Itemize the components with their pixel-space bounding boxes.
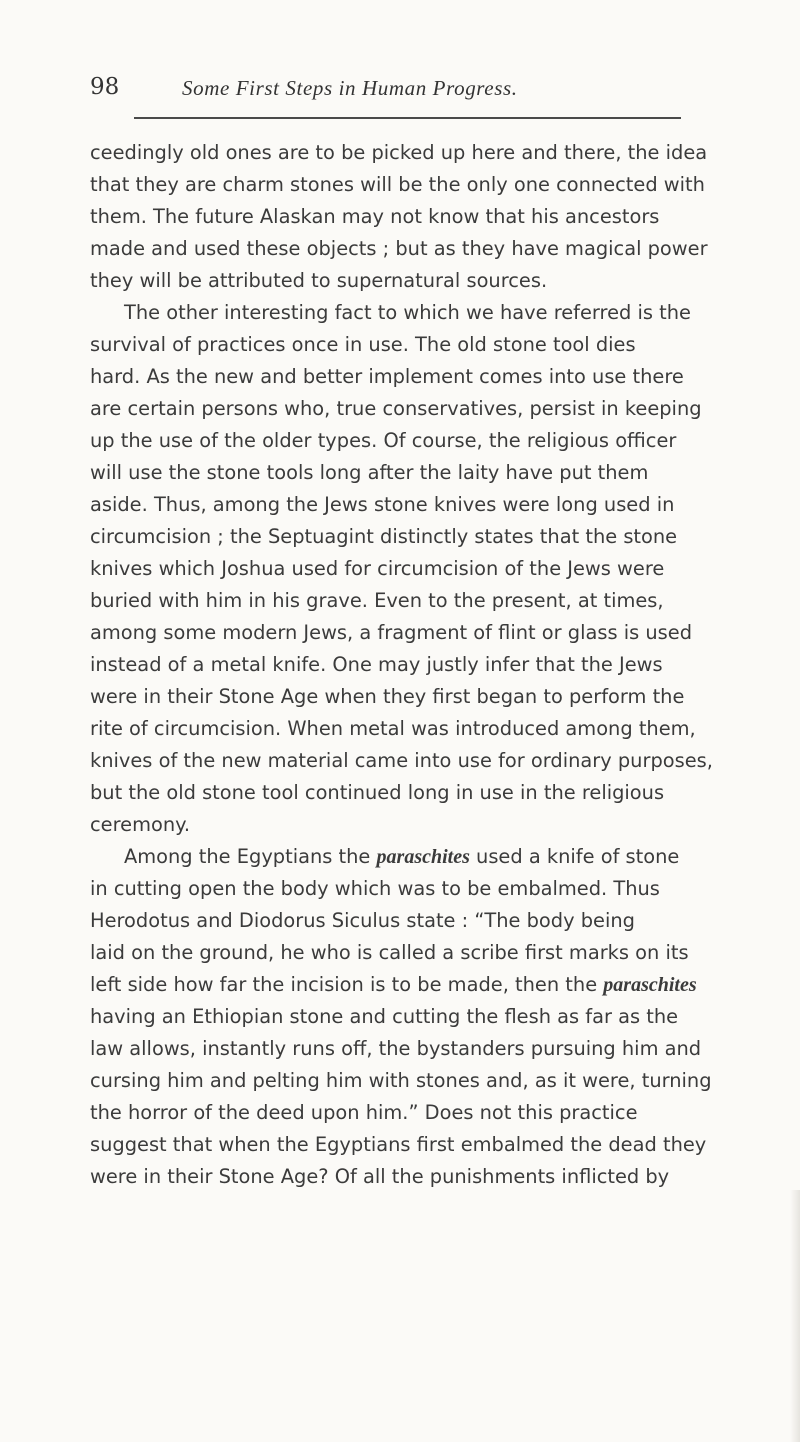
text-line: cursing him and pelting him with stones and, as it were, turning xyxy=(90,1069,712,1092)
text-line: were in their Stone Age when they first began to perform the xyxy=(90,685,685,708)
text-run: Among the Egyptians the xyxy=(124,845,377,868)
text-run: left side how far the incision is to be made, then the xyxy=(90,973,604,996)
text-line: survival of practices once in use. The old stone tool dies xyxy=(90,333,636,356)
page-number: 98 xyxy=(90,74,120,100)
text-line: that they are charm stones will be the only one connected with xyxy=(90,173,705,196)
text-line: The other interesting fact to which we have referred is the xyxy=(124,301,691,324)
text-line: circumcision ; the Septuagint distinctly states that the stone xyxy=(90,525,678,548)
text-line: in cutting open the body which was to be embalmed. Thus xyxy=(90,877,660,900)
text-line: having an Ethiopian stone and cutting the flesh as far as the xyxy=(90,1005,679,1028)
text-line: among some modern Jews, a fragment of flint or glass is used xyxy=(90,621,693,644)
text-line: hard. As the new and better implement comes into use there xyxy=(90,365,684,388)
text-line: aside. Thus, among the Jews stone knives were long used in xyxy=(90,493,675,516)
text-line: they will be attributed to supernatural sources. xyxy=(90,269,548,292)
text-line: will use the stone tools long after the laity have put them xyxy=(90,461,649,484)
text-line: were in their Stone Age? Of all the punishments inflicted by xyxy=(90,1165,670,1188)
text-line: Herodotus and Diodorus Siculus state : “The body being xyxy=(90,909,635,932)
text-line: buried with him in his grave. Even to the present, at times, xyxy=(90,589,664,612)
text-line: law allows, instantly runs off, the bystanders pursuing him and xyxy=(90,1037,702,1060)
body-text xyxy=(90,137,776,1193)
text-line: suggest that when the Egyptians first embalmed the dead they xyxy=(90,1133,707,1156)
text-line: knives of the new material came into use for ordinary purposes, xyxy=(90,749,713,772)
text-line: rite of circumcision. When metal was introduced among them, xyxy=(90,717,696,740)
text-line: the horror of the deed upon him.” Does not this practice xyxy=(90,1101,638,1124)
text-line: them. The future Alaskan may not know that his ancestors xyxy=(90,205,660,228)
text-line: made and used these objects ; but as they have magical power xyxy=(90,237,708,260)
text-line: laid on the ground, he who is called a scribe first marks on its xyxy=(90,941,689,964)
text-line: instead of a metal knife. One may justly infer that the Jews xyxy=(90,653,663,676)
text-run: used a knife of stone xyxy=(469,845,680,868)
italic-term: paraschites xyxy=(376,846,470,868)
text-line: ceedingly old ones are to be picked up here and there, the idea xyxy=(90,141,708,164)
text-line: but the old stone tool continued long in use in the religious xyxy=(90,781,665,804)
text-line: ceremony. xyxy=(90,813,190,836)
italic-term: paraschites xyxy=(603,974,697,996)
header-rule xyxy=(134,117,681,119)
running-head: Some First Steps in Human Progress. xyxy=(182,76,518,100)
text-line: are certain persons who, true conservatives, persist in keeping xyxy=(90,397,702,420)
text-line: up the use of the older types. Of course, the religious officer xyxy=(90,429,677,452)
text-line: knives which Joshua used for circumcision of the Jews were xyxy=(90,557,665,580)
text-line xyxy=(90,841,776,873)
page-header xyxy=(90,74,680,104)
page-edge-shadow xyxy=(790,1190,800,1442)
text-line xyxy=(90,969,776,1001)
